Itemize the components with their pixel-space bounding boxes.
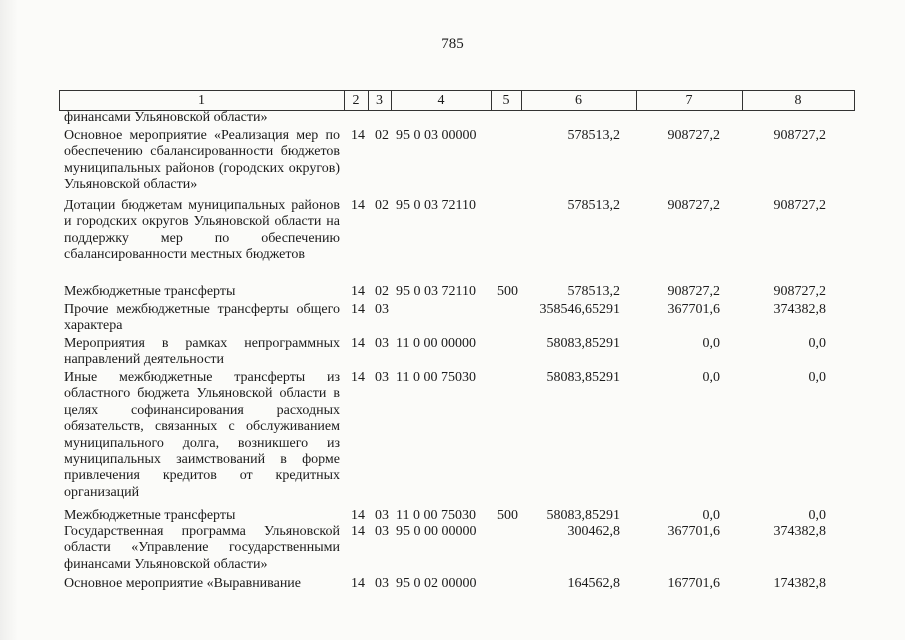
row-amount-1: 358546,65291 — [539, 302, 620, 317]
row-subsection: 03 — [375, 576, 389, 591]
row-section: 14 — [351, 128, 365, 143]
row-amount-3: 908727,2 — [773, 198, 826, 213]
row-description: Основное мероприятие «Выравнивание — [64, 576, 302, 591]
row-section: 14 — [351, 524, 365, 539]
row-expense-type: 500 — [497, 284, 518, 299]
row-description: Мероприятия в рамках непрограммных направлений деятельности — [64, 336, 340, 368]
row-target-article: 11 0 00 00000 — [396, 336, 476, 351]
row-target-article: 11 0 00 75030 — [396, 508, 476, 523]
row-amount-2: 367701,6 — [667, 302, 720, 317]
row-subsection: 02 — [375, 284, 389, 299]
row-target-article: 95 0 03 72110 — [396, 198, 476, 213]
page-number: 785 — [441, 36, 464, 52]
row-subsection: 02 — [375, 128, 389, 143]
row-section: 14 — [351, 508, 365, 523]
row-amount-2: 908727,2 — [667, 198, 720, 213]
row-amount-2: 908727,2 — [667, 284, 720, 299]
row-expense-type: 500 — [497, 508, 518, 523]
row-amount-2: 167701,6 — [667, 576, 720, 591]
header-col-1: 1 — [198, 93, 205, 108]
row-target-article: 95 0 02 00000 — [396, 576, 477, 591]
row-subsection: 03 — [375, 370, 389, 385]
row-subsection: 03 — [375, 508, 389, 523]
row-amount-3: 374382,8 — [773, 302, 826, 317]
row-section: 14 — [351, 198, 365, 213]
row-amount-3: 0,0 — [808, 336, 826, 351]
row-amount-2: 0,0 — [702, 508, 720, 523]
row-description: Межбюджетные трансферты — [64, 284, 236, 299]
row-amount-3: 0,0 — [808, 508, 826, 523]
row-amount-3: 374382,8 — [773, 524, 826, 539]
row-amount-2: 0,0 — [702, 370, 720, 385]
header-col-2: 2 — [352, 93, 360, 108]
row-section: 14 — [351, 302, 365, 317]
row-subsection: 03 — [375, 336, 389, 351]
scan-edge-shadow — [0, 0, 18, 640]
row-amount-3: 908727,2 — [773, 284, 826, 299]
row-description: Иные межбюджетные трансферты из областного бюджета Ульяновской области в целях софинансирования расходных обязательств, связанных с обслуживанием муниципального долга, возникшего из муниципальных заимствований в форме привлечения кредитов от кредитных организаций — [64, 370, 340, 500]
row-amount-3: 908727,2 — [773, 128, 826, 143]
header-col-3: 3 — [376, 93, 383, 108]
row-amount-2: 0,0 — [702, 336, 720, 351]
row-target-article: 95 0 00 00000 — [396, 524, 477, 539]
row-amount-1: 578513,2 — [567, 284, 620, 299]
header-col-8: 8 — [794, 93, 802, 108]
header-col-4: 4 — [437, 93, 445, 108]
row-description: Межбюджетные трансферты — [64, 508, 236, 523]
row-description: Дотации бюджетам муниципальных районов и городских округов Ульяновской области на поддержку мер по обеспечению сбалансированности местных бюджетов — [64, 198, 340, 263]
header-col-5: 5 — [502, 93, 510, 108]
row-amount-1: 58083,85291 — [546, 370, 620, 385]
row-amount-2: 367701,6 — [667, 524, 720, 539]
row-description: Основное мероприятие «Реализация мер по обеспечению сбалансированности бюджетов муниципальных районов (городских округов) Ульяновской области» — [64, 128, 340, 193]
row-subsection: 02 — [375, 198, 389, 213]
row-target-article: 11 0 00 75030 — [396, 370, 476, 385]
row-target-article: 95 0 03 00000 — [396, 128, 477, 143]
row-amount-3: 0,0 — [808, 370, 826, 385]
row-amount-3: 174382,8 — [773, 576, 826, 591]
row-amount-1: 164562,8 — [567, 576, 620, 591]
row-section: 14 — [351, 284, 365, 299]
header-divider — [854, 90, 855, 110]
row-subsection: 03 — [375, 302, 389, 317]
header-col-6: 6 — [575, 93, 582, 108]
header-col-7: 7 — [685, 93, 693, 108]
row-description: Государственная программа Ульяновской области «Управление государственными финансами Ульяновской области» — [64, 524, 340, 572]
row-amount-1: 578513,2 — [567, 128, 620, 143]
row-amount-1: 300462,8 — [567, 524, 620, 539]
row-description: Прочие межбюджетные трансферты общего характера — [64, 302, 340, 334]
row-subsection: 03 — [375, 524, 389, 539]
row-amount-1: 58083,85291 — [546, 508, 620, 523]
row-amount-2: 908727,2 — [667, 128, 720, 143]
row-amount-1: 58083,85291 — [546, 336, 620, 351]
row-amount-1: 578513,2 — [567, 198, 620, 213]
row-target-article: 95 0 03 72110 — [396, 284, 476, 299]
row-description: финансами Ульяновской области» — [64, 110, 268, 125]
row-section: 14 — [351, 576, 365, 591]
row-section: 14 — [351, 370, 365, 385]
row-section: 14 — [351, 336, 365, 351]
